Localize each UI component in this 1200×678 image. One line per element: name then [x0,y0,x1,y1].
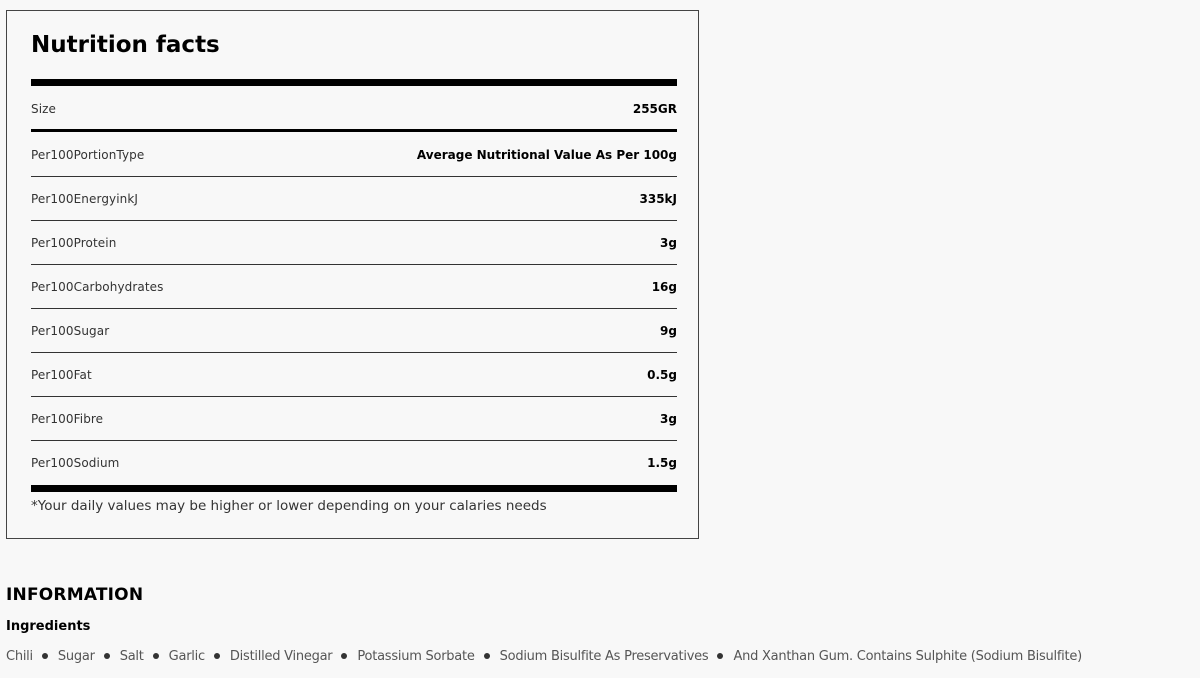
row-label: Per100Sugar [31,323,110,338]
nutrition-facts-panel [6,10,699,539]
row-label: Per100Fat [31,367,92,382]
bullet-separator-icon [104,653,110,659]
nutrition-row-fibre [31,397,677,441]
row-value: 255GR [632,102,677,116]
ingredient-item: Salt [119,648,144,664]
ingredient-item: Garlic [168,648,205,664]
row-value: 0.5g [647,367,677,382]
row-value: 3g [660,235,677,250]
bullet-separator-icon [341,653,347,659]
information-heading: INFORMATION [6,585,144,605]
ingredient-item: Sugar [57,648,95,664]
row-value: 1.5g [647,456,677,470]
bullet-separator-icon [214,653,220,659]
nutrition-row-carbohydrates [31,265,677,309]
row-label: Size [31,102,57,116]
nutrition-row-sugar [31,309,677,353]
nutrition-row-fat [31,353,677,397]
nutrition-row-size [31,91,677,127]
nutrition-row-protein [31,221,677,265]
ingredient-item: Potassium Sorbate [357,648,475,664]
row-label: Per100PortionType [31,147,145,162]
ingredient-item: Distilled Vinegar [229,648,333,664]
row-value: 335kJ [639,191,677,206]
row-label: Per100Sodium [31,456,120,470]
bullet-separator-icon [484,653,490,659]
row-value: 16g [651,279,677,294]
bullet-separator-icon [42,653,48,659]
row-value: Average Nutritional Value As Per 100g [416,147,677,162]
nutrition-row-sodium [31,441,677,485]
ingredient-item: Chili [6,648,33,664]
row-value: 9g [660,323,677,338]
daily-values-footnote: *Your daily values may be higher or lower depending on your calaries needs [31,498,547,514]
nutrition-row-portion-type [31,133,677,177]
row-value: 3g [660,411,677,426]
bullet-separator-icon [717,653,723,659]
row-label: Per100Fibre [31,411,104,426]
ingredients-list [6,645,1200,667]
nutrition-row-energy [31,177,677,221]
row-label: Per100Protein [31,235,117,250]
row-label: Per100Carbohydrates [31,279,164,294]
thick-divider [31,485,677,492]
bullet-separator-icon [153,653,159,659]
medium-divider [31,129,677,132]
ingredients-heading: Ingredients [6,619,91,634]
ingredient-item: Sodium Bisulfite As Preservatives [499,648,709,664]
nutrition-facts-title: Nutrition facts [31,32,220,58]
row-label: Per100EnergyinkJ [31,191,139,206]
ingredient-item: And Xanthan Gum. Contains Sulphite (Sodium Bisulfite) [733,648,1082,664]
thick-divider [31,79,677,86]
